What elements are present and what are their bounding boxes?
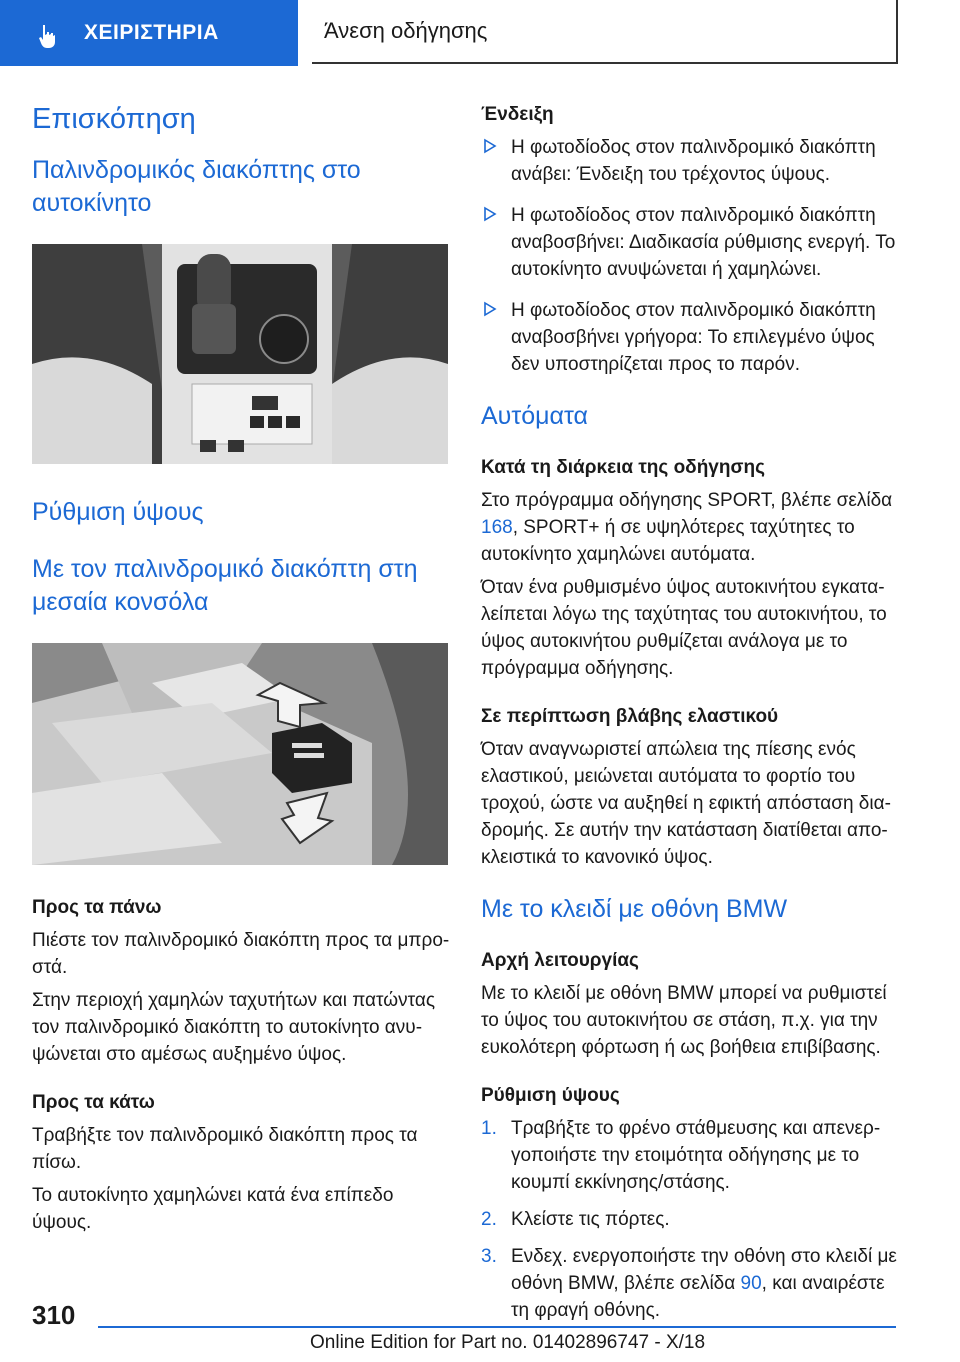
subheading-height-setting: Ρύθμιση ύψους — [481, 1085, 620, 1106]
triangle-bullet-icon — [483, 138, 497, 154]
subheading-indication: Ένδειξη — [481, 104, 554, 125]
list-item — [481, 1206, 897, 1233]
photo-rocker-switch — [32, 643, 448, 865]
page-number: 310 — [32, 1300, 76, 1330]
chapter-header — [312, 0, 898, 64]
principle-paragraph: Με το κλειδί με οθόνη BMW μπορεί να ρυθμιστεί το ύψος του αυτοκινήτου σε στάση, π.χ. για την ευκολότερη φόρτωση ή ως βοήθεια επιβίβασης. — [481, 983, 887, 1058]
subheading-up: Προς τα πάνω — [32, 897, 162, 918]
chapter-title: Άνεση οδήγησης — [324, 18, 488, 43]
indication-text: Η φωτοδίοδος στον παλινδρομικό διακόπτη αναβοσβήνει: Διαδικασία ρύθμισης ενεργή. Το αυτοκίνητο ανυψώνεται ή χαμηλώνει. — [511, 205, 896, 280]
left-column — [32, 92, 452, 1242]
section-tab-label: ΧΕΙΡΙΣΤΗΡΙΑ — [84, 21, 219, 44]
subheading-down: Προς τα κάτω — [32, 1092, 155, 1113]
page-link-168[interactable]: 168 — [481, 517, 513, 538]
right-column — [481, 102, 897, 1334]
triangle-bullet-icon — [483, 301, 497, 317]
subheading-tire-damage: Σε περίπτωση βλάβης ελαστικού — [481, 706, 779, 727]
indication-text: Η φωτοδίοδος στον παλινδρομικό διακόπτη αναβοσβήνει γρήγορα: Το επιλεγμένο ύψος δεν υποστηρίζεται προς το παρόν. — [511, 300, 876, 375]
heading-switch-in-car: Παλινδρομικός διακόπτης στο αυτοκίνητο — [32, 156, 361, 217]
heading-height-setting: Ρύθμιση ύψους — [32, 498, 204, 526]
console-illustration — [32, 244, 448, 464]
subheading-while-driving: Κατά τη διάρκεια της οδήγησης — [481, 457, 765, 478]
tire-paragraph: Όταν αναγνωριστεί απώλεια της πίεσης ενός ελαστικού, μειώνεται αυτόματα το φορτίο του τροχού, ώστε να αυξηθεί η εφικτή απόσταση διαδρομής. Σε αυτήν την κατάσταση διατίθεται αποκλειστικά το κανονικό ύψος. — [481, 739, 891, 868]
up-paragraph-2: Στην περιοχή χαμηλών ταχυτήτων και πατώντας τον παλινδρομικό διακόπτη το αυτοκίνητο ανυψώνεται στο αμέσως αυξημένο ύψος. — [32, 990, 435, 1065]
driving-paragraph-2: Όταν ένα ρυθμισμένο ύψος αυτοκινήτου εγκαταλείπεται λόγω της ταχύτητας του αυτοκινήτου, το ύψος αυτοκινήτου ρυθμίζεται ανάλογα με το πρόγραμμα οδήγησης. — [481, 577, 887, 679]
step-text: Κλείστε τις πόρτες. — [511, 1209, 670, 1230]
down-paragraph-2: Το αυτοκίνητο χαμηλώνει κατά ένα επίπεδο ύψους. — [32, 1185, 394, 1233]
step-text: Ενδεχ. ενεργοποιήστε την οθόνη στο κλειδί με οθόνη BMW, βλέπε σελίδα 90, και αναιρέστε τη φραγή οθόνης. — [511, 1246, 897, 1321]
down-paragraph-1: Τραβήξτε τον παλινδρομικό διακόπτη προς τα πίσω. — [32, 1125, 418, 1173]
heading-automatic: Αυτόματα — [481, 402, 588, 430]
page-link-90[interactable]: 90 — [740, 1273, 762, 1294]
step-number: 1. — [481, 1118, 497, 1139]
list-item — [481, 202, 897, 283]
section-tab — [0, 0, 298, 66]
list-item — [481, 297, 897, 378]
indication-list — [481, 134, 897, 378]
heading-console-switch: Με τον παλινδρομικό διακόπτη στη μεσαία κονσόλα — [32, 555, 418, 616]
hand-touch-icon — [34, 22, 62, 50]
steps-list — [481, 1115, 897, 1324]
step-text: Τραβήξτε το φρένο στάθμευσης και απενεργοποιήστε την ετοιμότητα οδήγησης με το κουμπί εκκίνησης/στάσης. — [511, 1118, 881, 1193]
rocker-switch-illustration — [32, 643, 448, 865]
triangle-bullet-icon — [483, 206, 497, 222]
indication-text: Η φωτοδίοδος στον παλινδρομικό διακόπτη ανάβει: Ένδειξη του τρέχοντος ύψους. — [511, 137, 876, 185]
edition-text: Online Edition for Part no. 01402896747 - X/18 — [310, 1332, 706, 1353]
subheading-principle: Αρχή λειτουργίας — [481, 950, 639, 971]
step-number: 2. — [481, 1209, 497, 1230]
photo-center-console — [32, 244, 448, 464]
up-paragraph-1: Πιέστε τον παλινδρομικό διακόπτη προς τα μπροστά. — [32, 930, 450, 978]
driving-paragraph-1: Στο πρόγραμμα οδήγησης SPORT, βλέπε σελίδα 168, SPORT+ ή σε υψηλότερες ταχύτητες το αυτοκίνητο χαμηλώνει αυτόματα. — [481, 490, 893, 565]
footer-divider — [98, 1326, 896, 1328]
list-item — [481, 1243, 897, 1324]
page-title: Επισκόπηση — [32, 103, 196, 135]
list-item — [481, 134, 897, 188]
list-item — [481, 1115, 897, 1196]
heading-display-key: Με το κλειδί με οθόνη BMW — [481, 895, 788, 923]
step-number: 3. — [481, 1246, 497, 1267]
